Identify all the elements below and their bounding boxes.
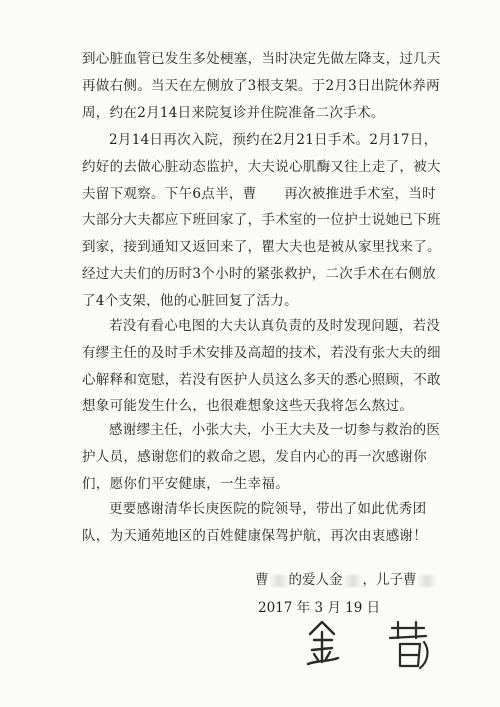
signoff-name-middle: 的爱人金 <box>288 572 343 588</box>
redaction-mark <box>343 575 363 587</box>
handwritten-signature <box>300 616 440 672</box>
paragraph-1: 到心脏血管已发生多处梗塞，当时决定先做左降支，过几天再做右侧。当天在左侧放了3根支架。于2月3日出院休养两周，约在2月14日来院复诊并住院准备二次手术。 <box>82 51 441 121</box>
signoff-name-prefix: 曹 <box>255 572 269 588</box>
paragraph-4: 感谢缪主任，小张大夫，小王大夫及一切参与救治的医护人员，感谢您们的救命之恩，发自内心的再一次感谢你们，愿你们平安健康，一生幸福。 <box>82 422 441 492</box>
paragraph-3: 若没有看心电图的大夫认真负责的及时发现问题，若没有缪主任的及时手术安排及高超的技术，若没有张大夫的细心解释和宽慰，若没有医护人员这么多天的悉心照顾，不敢想象可能发生什么，也很难想象这些天我将怎么熬过。 <box>82 318 441 415</box>
signoff-name-suffix: ，儿子曹 <box>362 572 417 588</box>
signoff-names <box>255 570 437 590</box>
paragraph-2: 2月14日再次入院，预约在2月21日手术。2月17日，约好的去做心脏动态监护，大夫说心肌酶又往上走了，被大夫留下观察。下午6点半，曹 再次被推进手术室，当时大部分大夫都应下班回家了，手术室的一位护士说她已下班到家，接到通知又返回来了，瞿大夫也是被从家里找来了。经过大夫们的历时3个小时的紧张救护，二次手术在右侧放了4个支架，他的心脏回复了活力。 <box>82 132 441 309</box>
signoff-date: 2017 年 3 月 19 日 <box>258 600 381 616</box>
redaction-mark <box>417 575 437 587</box>
redaction-mark <box>269 575 289 587</box>
paragraph-5: 更要感谢清华长庚医院的院领导，带出了如此优秀团队，为天通苑地区的百姓健康保驾护航，再次由衷感谢！ <box>82 501 427 544</box>
